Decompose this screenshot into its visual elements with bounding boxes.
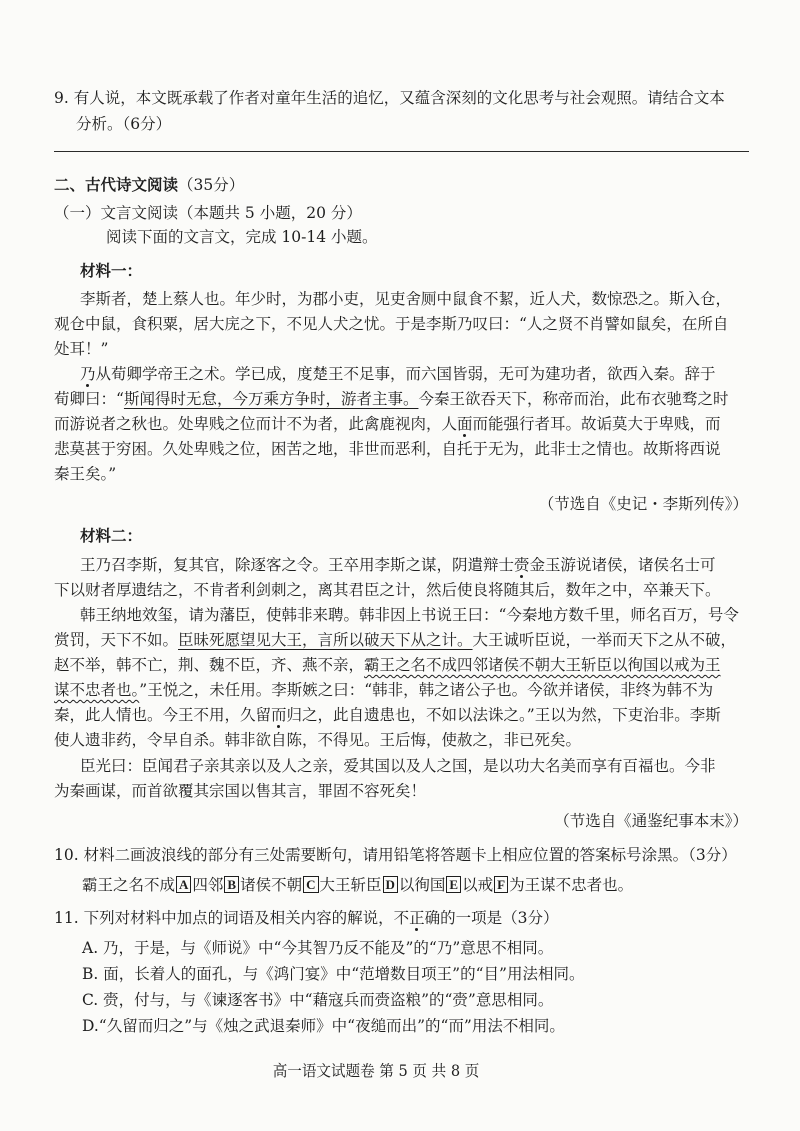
break-mark-c[interactable]: C — [303, 876, 318, 893]
q10-segment: 以徇国 — [398, 876, 446, 894]
m1-text: 而能强行者耳。故诟莫大于卑贱，而 — [472, 415, 721, 433]
m2-text: ”王悦之，未任用。李斯嫉之曰：“韩非，韩之诸公子也。今欲并诸侯，非终为韩不为 — [139, 681, 714, 699]
m2-text: 秦，此人情也。今王不用，久留 — [54, 706, 272, 724]
dotted-word: 而 — [271, 706, 287, 724]
q11-option-c[interactable]: C. 赍，付与，与《谏逐客书》中“藉寇兵而赍盗粮”的“赍”意思相同。 — [82, 991, 554, 1009]
m2-text: 王乃召李斯，复其官，除逐客之令。王卒用李斯之谋，阴遣辩士 — [80, 556, 515, 574]
q11-option-a[interactable]: A. 乃，于是，与《师说》中“今其智乃反不能及”的“乃”意思不相同。 — [82, 939, 554, 957]
m1-line: 李斯者，楚上蔡人也。年少时，为郡小吏，见吏舍厕中鼠食不絜，近人犬，数惊恐之。斯入仓， — [80, 290, 732, 308]
m2-text: 大王诚听臣说，一举而天下之从不破， — [472, 631, 737, 649]
section-2-score: （35分） — [178, 176, 245, 194]
dotted-word: 赍 — [514, 556, 530, 574]
m1-text: 从荀卿学帝王之术。学已成，度楚王不足事，而六国皆弱，无可为建功者，欲西入秦。辞于 — [95, 365, 716, 383]
dotted-word: 面 — [457, 415, 473, 433]
m1-line: 秦王矣。” — [54, 465, 117, 483]
m2-line: 为秦画谋，而首欲覆其宗国以售其言，罪固不容死矣！ — [54, 782, 427, 800]
dotted-word: 乃 — [80, 365, 96, 383]
break-mark-a[interactable]: A — [176, 876, 191, 893]
m1-line: 悲莫甚于穷困。久处卑贱之位，困苦之地，非世而恶利，自托于无为，此非士之情也。故斯将西说 — [54, 440, 721, 458]
q10-segment: 霸王之名不成 — [82, 876, 176, 894]
m1-line — [54, 414, 721, 434]
underlined-sentence: 臣昧死愿望见大王，言所以破天下从之计。 — [178, 631, 473, 649]
m2-line: 使人遗非药，令早自杀。韩非欲自陈，不得见。王后悔，使赦之，非已死矣。 — [54, 731, 582, 749]
q9-line-2: 分析。（6分） — [76, 115, 172, 133]
section-2-heading — [54, 175, 244, 195]
underlined-sentence: 斯闻得时无怠，今万乘方争时，游者主事。 — [123, 390, 419, 408]
m2-text: 赵不举，韩不亡，荆、魏不臣，齐、燕不亲， — [54, 656, 365, 674]
section-2-title: 二、古代诗文阅读 — [54, 175, 179, 194]
q10-stem: 10. 材料二画波浪线的部分有三处需要断句，请用铅笔将答题卡上相应位置的答案标号涂黑。（3分） — [54, 846, 737, 864]
material-1-source: （节选自《史记・李斯列传》） — [538, 495, 748, 513]
m1-line — [54, 389, 728, 409]
page-footer: 高一语文试题卷 第 5 页 共 8 页 — [272, 1062, 480, 1080]
m1-line — [80, 364, 716, 384]
q11-stem — [54, 908, 558, 928]
break-mark-f[interactable]: F — [494, 876, 508, 893]
q10-segment: 以戒 — [462, 876, 494, 894]
m2-line: 韩王纳地效玺，请为藩臣，使韩非来聘。韩非因上书说王曰：“今秦地方数千里，师名百万，号令 — [80, 606, 739, 624]
material-1-title: 材料一： — [80, 261, 143, 280]
q10-sentence — [82, 875, 633, 895]
m2-line — [80, 555, 716, 575]
subsection-heading: （一）文言文阅读（本题共 5 小题，20 分） — [54, 204, 362, 222]
material-2-source: （节选自《通鉴纪事本末》） — [554, 812, 748, 830]
q10-segment: 为王谋不忠者也。 — [509, 876, 634, 894]
q11-option-b[interactable]: B. 面，长着人的面孔，与《鸿门宴》中“范增数目项王”的“目”用法相同。 — [82, 965, 585, 983]
m2-line — [54, 705, 721, 725]
m1-text: 而游说者之秋也。处卑贱之位而计不为者，此禽鹿视肉，人 — [54, 415, 458, 433]
break-mark-d[interactable]: D — [383, 876, 398, 893]
m2-line — [54, 630, 736, 650]
material-2-title: 材料二： — [80, 526, 143, 545]
q9-line-1: 9. 有人说，本文既承载了作者对童年生活的追忆，又蕴含深刻的文化思考与社会观照。请结合文本 — [54, 89, 725, 107]
m1-text: 今秦王欲吞天下，称帝而治，此布衣驰骛之时 — [418, 390, 729, 408]
q11-text: 的一项是（3分） — [440, 909, 559, 927]
m1-line: 观仓中鼠，食积粟，居大庑之下，不见人犬之忧。于是李斯乃叹曰：“人之贤不肖譬如鼠矣，在所自 — [54, 315, 729, 333]
wavy-underlined-passage: 谋不忠者也。 — [54, 681, 140, 699]
m2-line — [54, 655, 721, 675]
m1-line: 处耳！” — [54, 340, 109, 358]
instruction: 阅读下面的文言文，完成 10-14 小题。 — [106, 228, 378, 246]
answer-line — [54, 151, 749, 152]
m2-line: 下以财者厚遗结之，不肯者利剑刺之，离其君臣之计，然后使良将随其后，数年之中，卒兼天下。 — [54, 581, 721, 599]
break-mark-e[interactable]: E — [446, 876, 461, 893]
break-mark-b[interactable]: B — [224, 876, 239, 893]
q11-option-d[interactable]: D.“久留而归之”与《烛之武退秦师》中“夜缒而出”的“而”用法不相同。 — [82, 1017, 565, 1035]
m2-line — [54, 680, 713, 700]
m2-text: 金玉游说诸侯，诸侯名士可 — [529, 556, 716, 574]
wavy-underlined-passage: 霸王之名不成四邻诸侯不朝大王斩臣以徇国以戒为王 — [364, 656, 721, 674]
q10-segment: 四邻 — [192, 876, 224, 894]
q11-text: 11. 下列对材料中加点的词语及相关内容的解说， — [54, 909, 394, 927]
m2-text: 赏罚，天下不如。 — [54, 631, 179, 649]
m2-text: 归之，此自遗患也，不如以法诛之。”王以为然，下吏治非。李斯 — [286, 706, 721, 724]
dotted-word: 不正确 — [393, 909, 441, 927]
m2-line: 臣光曰：臣闻君子亲其亲以及人之亲，爱其国以及人之国，是以功大名美而享有百福也。今非 — [80, 757, 716, 775]
m1-text: 荀卿曰：“ — [54, 390, 124, 408]
q10-segment: 大王斩臣 — [319, 876, 382, 894]
q10-segment: 诸侯不朝 — [240, 876, 303, 894]
